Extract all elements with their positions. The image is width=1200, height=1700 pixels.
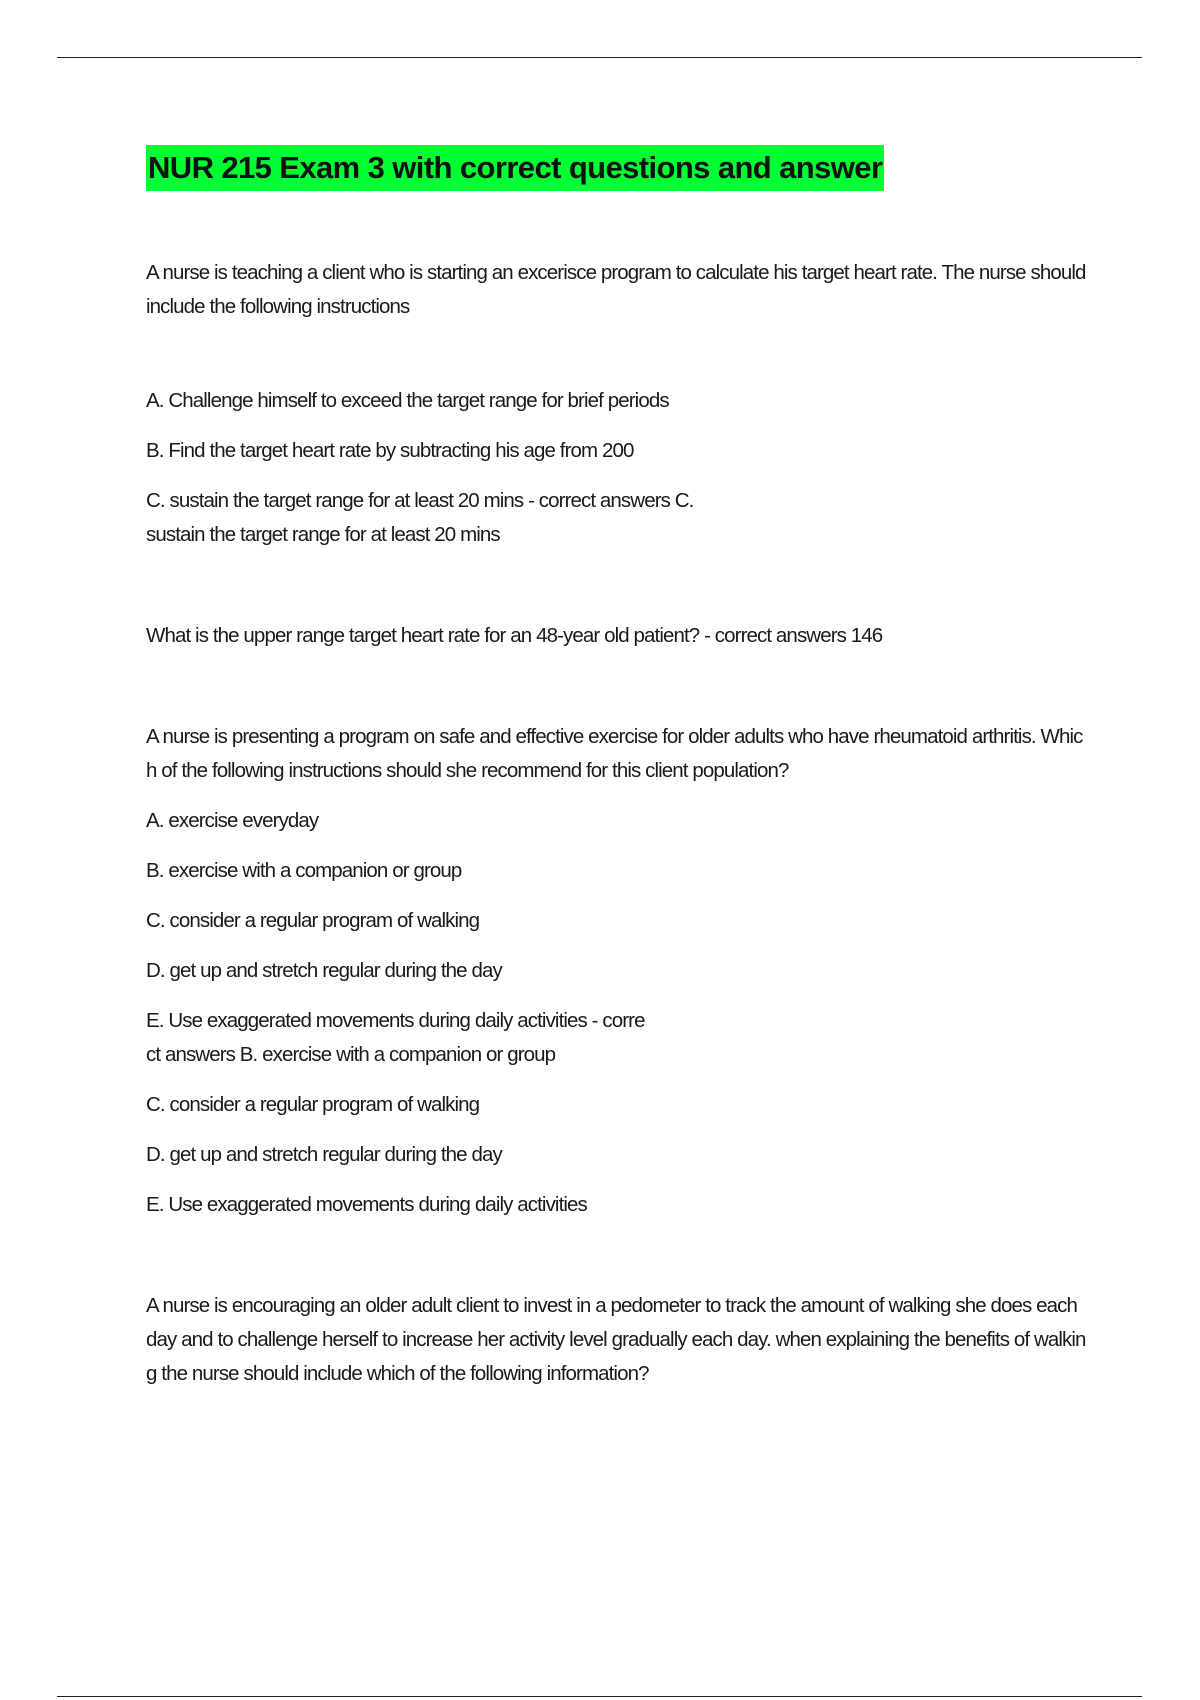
question-3-option-c: C. consider a regular program of walking [146, 909, 480, 932]
question-3-answer-d: D. get up and stretch regular during the day [146, 1143, 502, 1166]
question-1-option-c: C. sustain the target range for at least 20 mins - correct answers C. sustain the target range for at least 20 mins [146, 489, 694, 546]
question-2-text: What is the upper range target heart rate for an 48-year old patient? - correct answers 146 [146, 624, 883, 647]
question-3-option-e-with-answer: E. Use exaggerated movements during daily activities - correct answers B. exercise with a companion or group [146, 1009, 645, 1066]
question-3-option-b: B. exercise with a companion or group [146, 859, 462, 882]
question-1-option-b: B. Find the target heart rate by subtracting his age from 200 [146, 439, 634, 462]
question-3-stem: A nurse is presenting a program on safe and effective exercise for older adults who have rheumatoid arthritis. Which of the following instructions should she recommend for this client population? [146, 725, 1083, 782]
question-1-option-a: A. Challenge himself to exceed the target range for brief periods [146, 389, 669, 412]
question-3-option-a: A. exercise everyday [146, 809, 319, 832]
question-3-answer-c: C. consider a regular program of walking [146, 1093, 480, 1116]
question-4-stem: A nurse is encouraging an older adult client to invest in a pedometer to track the amount of walking she does each day and to challenge herself to increase her activity level gradually each day. when explaining the benefits of walking the nurse should include which of the following information? [146, 1294, 1086, 1385]
document-body [146, 145, 1086, 1391]
bottom-rule [57, 1696, 1142, 1697]
question-3-answer-e: E. Use exaggerated movements during daily activities [146, 1193, 587, 1216]
question-3-option-d: D. get up and stretch regular during the day [146, 959, 502, 982]
top-rule [57, 57, 1142, 58]
document-title: NUR 215 Exam 3 with correct questions and answer [146, 145, 884, 191]
question-1-stem: A nurse is teaching a client who is starting an excerisce program to calculate his target heart rate. The nurse should include the following instructions [146, 261, 1086, 318]
